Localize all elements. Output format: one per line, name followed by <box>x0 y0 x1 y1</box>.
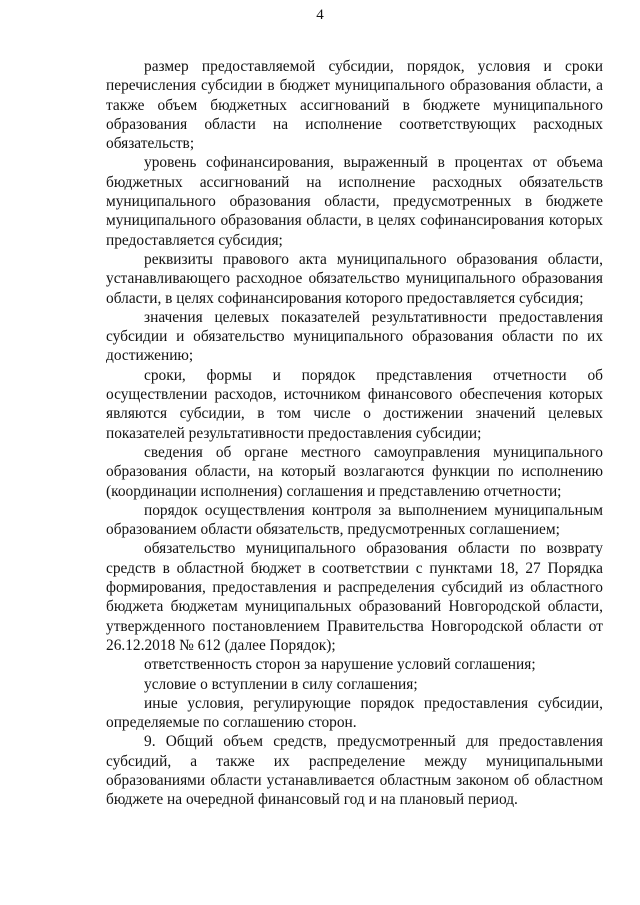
paragraph-refund-obligation: обязательство муниципального образования области по возврату средств в областной бюджет в соответствии с пунктами 18, 27 Порядка формирования, предоставления и распределения субсидий из областного бюджета бюджетам муниципальных образований Новгородской области, утвержденного постановлением Правительства Новгородской области от 26.12.2018 № 612 (далее Порядок); <box>106 540 603 654</box>
paragraph-local-authority: сведения об органе местного самоуправления муниципального образования области, на который возлагаются функции по исполнению (координации исполнения) соглашения и представлению отчетности; <box>106 443 603 500</box>
paragraph-control-procedure: порядок осуществления контроля за выполнением муниципальным образованием области обязательств, предусмотренных соглашением; <box>106 501 603 539</box>
paragraph-reporting: сроки, формы и порядок представления отчетности об осуществлении расходов, источником финансового обеспечения которых являются субсидии, в том числе о достижении значений целевых показателей результативности предоставления субсидии; <box>106 366 603 442</box>
page-number: 4 <box>316 7 324 23</box>
document-body <box>106 57 603 810</box>
paragraph-legal-act-details: реквизиты правового акта муниципального образования области, устанавливающего расходное обязательство муниципального образования области, в целях софинансирования которого предоставляется субсидия; <box>106 250 603 307</box>
paragraph-entry-into-force: условие о вступлении в силу соглашения; <box>144 675 418 693</box>
paragraph-section-9: 9. Общий объем средств, предусмотренный для предоставления субсидий, а также их распределение между муниципальными образованиями области устанавливается областным законом об областном бюджете на очередной финансовый год и на плановый период. <box>106 733 603 809</box>
paragraph-subsidy-amount: размер предоставляемой субсидии, порядок, условия и сроки перечисления субсидии в бюджет муниципального образования области, а также объем бюджетных ассигнований в бюджете муниципального образования области на исполнение соответствующих расходных обязательств; <box>106 58 603 153</box>
paragraph-target-indicators: значения целевых показателей результативности предоставления субсидии и обязательство муниципального образования области по их достижению; <box>106 308 603 365</box>
paragraph-other-conditions: иные условия, регулирующие порядок предоставления субсидии, определяемые по соглашению сторон. <box>106 694 603 732</box>
paragraph-cofinancing-level: уровень софинансирования, выраженный в процентах от объема бюджетных ассигнований на исполнение расходных обязательств муниципального образования области, предусмотренных в бюджете муниципального образования области, в целях софинансирования которых предоставляется субсидия; <box>106 154 603 249</box>
paragraph-responsibility: ответственность сторон за нарушение условий соглашения; <box>144 656 536 674</box>
